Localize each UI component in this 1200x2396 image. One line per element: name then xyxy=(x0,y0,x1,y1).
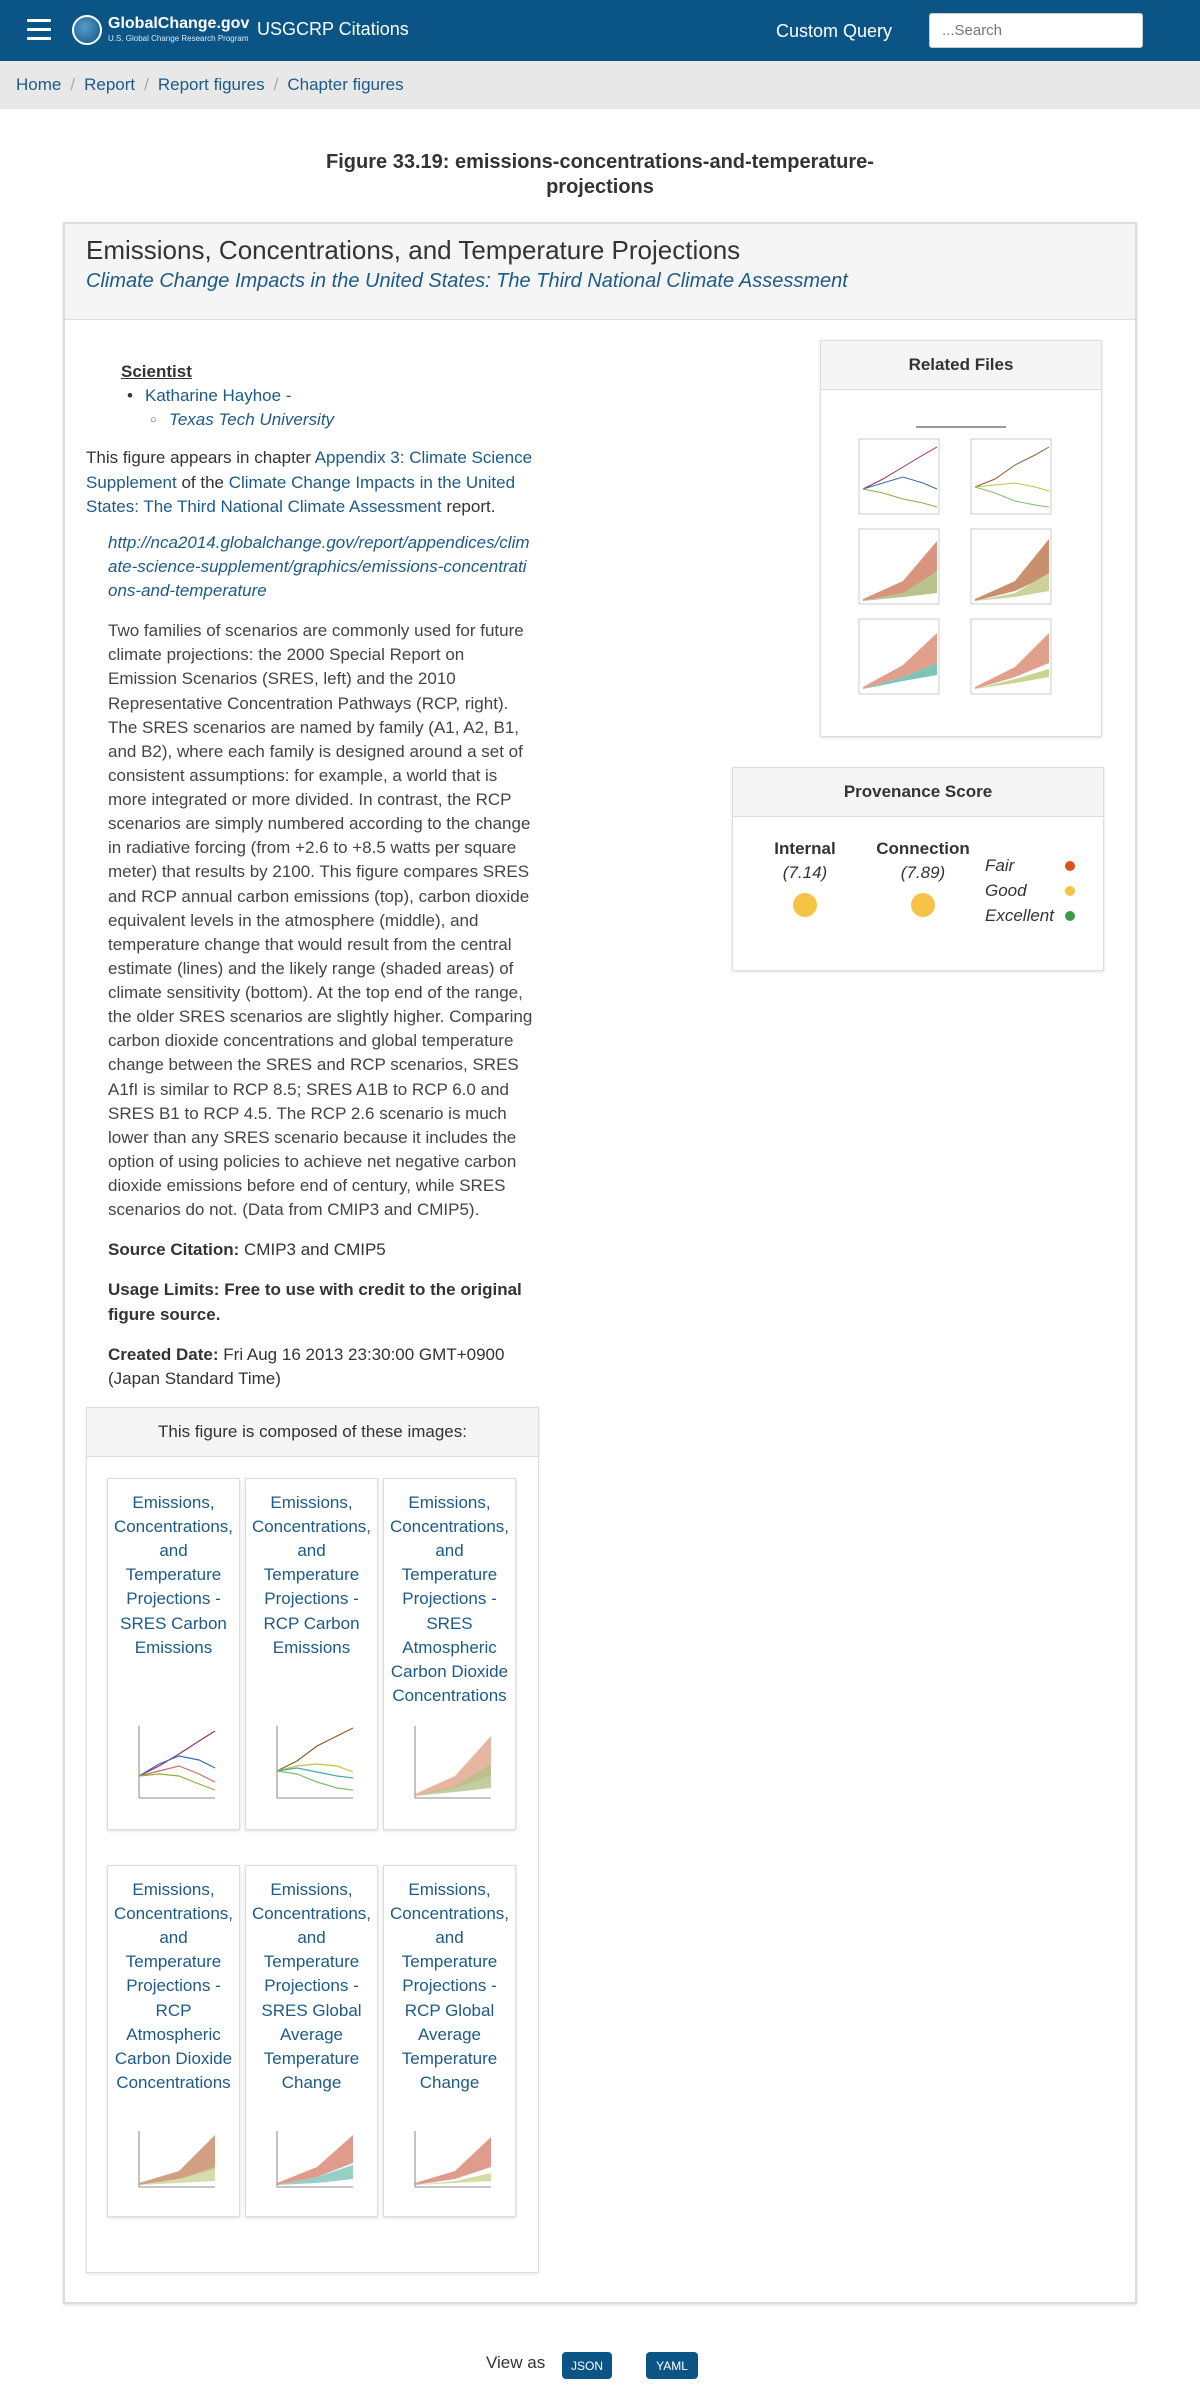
image-card[interactable] xyxy=(383,1865,516,2217)
legend-item xyxy=(985,904,1075,929)
search-input[interactable] xyxy=(929,13,1143,48)
legend-label: Fair xyxy=(985,856,1015,875)
report-subtitle-link[interactable]: Climate Change Impacts in the United States: The Third National Climate Assessment xyxy=(86,269,848,292)
figure-caption: Two families of scenarios are commonly used for future climate projections: the 2000 Special Report on Emission Scenarios (SRES, left) and the 2010 Representative Concentration Pathways (RCP, right). The SRES scenarios are named by family (A1, A2, B1, and B2), where each family is designed around a set of consistent assumptions: for example, a world that is more integrated or more divided. In contrast, the RCP scenarios are simply numbered according to the change in radiative forcing (from +2.6 to +8.5 watts per square meter) that results by 2100. This figure compares SRES and RCP annual carbon emissions (top), carbon dioxide equivalent levels in the atmosphere (middle), and temperature change that would result from the central estimate (lines) and the likely range (shaded areas) of climate sensitivity (bottom). At the top end of the range, the older SRES scenarios are slightly higher. Comparing carbon dioxide concentrations and global temperature change between the SRES and RCP scenarios, SRES A1fI is similar to RCP 8.5; SRES A1B to RCP 6.0 and SRES B1 to RCP 4.5. The RCP 2.6 scenario is much lower than any SRES scenario because it includes the option of using policies to achieve net negative carbon dioxide emissions before end of century, while SRES scenarios do not. (Data from CMIP3 and CMIP5). xyxy=(108,621,533,1220)
chart-thumbnail[interactable] xyxy=(405,1716,495,1811)
breadcrumb-separator: / xyxy=(273,75,279,94)
image-title-link[interactable]: Emissions, Concentrations, and Temperature Projections - SRES Atmospheric Carbon Dioxide Concentrations xyxy=(389,1492,510,1705)
image-title-link[interactable]: Emissions, Concentrations, and Temperature Projections - RCP Carbon Emissions xyxy=(251,1492,372,1657)
chart-thumbnail[interactable] xyxy=(129,1716,219,1811)
legend-dot-icon xyxy=(1065,861,1075,871)
scientist-list xyxy=(121,384,536,408)
internal-label: Internal xyxy=(774,839,836,858)
chart-thumbnail[interactable] xyxy=(129,2123,219,2198)
org-list xyxy=(121,408,536,432)
brand-link[interactable]: USGCRP Citations xyxy=(257,19,409,39)
legend-label: Excellent xyxy=(985,906,1054,925)
report-link[interactable]: Climate Change Impacts in the United States: The Third National Climate Assessment xyxy=(86,472,516,516)
scientist-label: Scientist xyxy=(121,362,192,381)
image-card[interactable] xyxy=(107,1865,240,2217)
custom-query-link[interactable]: Custom Query xyxy=(776,21,893,41)
usage-limits xyxy=(108,1278,536,1326)
scientist-link[interactable]: Katharine Hayhoe - xyxy=(145,386,292,406)
score-dot-icon xyxy=(793,893,817,917)
created-date-value: Fri Aug 16 2013 23:30:00 GMT+0900 (Japan Standard Time) xyxy=(108,1344,505,1388)
chart-thumbnail[interactable] xyxy=(405,2123,495,2198)
usage-limits-value: Free to use with credit to the original figure source. xyxy=(108,1280,522,1324)
image-title-link[interactable]: Emissions, Concentrations, and Temperature Projections - RCP Atmospheric Carbon Dioxide Concentrations xyxy=(113,1879,234,2092)
composed-images-panel xyxy=(86,1407,539,2273)
globe-logo-icon[interactable] xyxy=(72,15,102,45)
breadcrumb-chapter-figures[interactable]: Chapter figures xyxy=(287,75,404,94)
logo-subtitle: U.S. Global Change Research Program xyxy=(108,34,249,43)
figure-details xyxy=(86,360,536,2273)
breadcrumb-separator: / xyxy=(144,75,149,94)
org-link[interactable]: ○ Texas Tech University xyxy=(121,408,536,432)
view-as-label: View as xyxy=(486,2353,546,2372)
image-title-link[interactable]: Emissions, Concentrations, and Temperature Projections - RCP Global Average Temperature Change xyxy=(389,1879,510,2092)
internal-value: (7.14) xyxy=(782,863,828,883)
image-card[interactable] xyxy=(107,1478,240,1830)
chart-thumbnail[interactable] xyxy=(267,1716,357,1811)
chart-thumbnail[interactable] xyxy=(267,2123,357,2198)
connection-value: (7.89) xyxy=(900,863,946,883)
image-card[interactable] xyxy=(245,1865,378,2217)
figure-uri-link[interactable]: http://nca2014.globalchange.gov/report/appendices/climate-science-supplement/graphics/emissions-concentrations-and-temperature xyxy=(108,532,530,600)
usage-limits-label: Usage Limits: xyxy=(108,1280,220,1300)
appears-prefix: This figure appears in chapter xyxy=(86,448,315,468)
related-files-panel xyxy=(820,340,1102,737)
yaml-button[interactable]: YAML xyxy=(646,2352,698,2379)
source-citation xyxy=(108,1238,536,1262)
breadcrumb-separator: / xyxy=(70,75,76,94)
breadcrumb xyxy=(0,61,1200,109)
panel-heading xyxy=(65,224,1135,320)
breadcrumb-report-figures[interactable]: Report figures xyxy=(157,75,265,94)
legend-dot-icon xyxy=(1065,911,1075,921)
related-files-heading: Related Files xyxy=(821,341,1101,390)
page-title: Figure 33.19: emissions-concentrations-and-temperature-projections xyxy=(326,151,874,198)
figure-name: Emissions, Concentrations, and Temperature Projections xyxy=(86,235,741,265)
breadcrumb-home[interactable]: Home xyxy=(16,75,62,94)
legend-dot-icon xyxy=(1065,886,1075,896)
appears-suffix: report. xyxy=(441,496,496,516)
created-date xyxy=(108,1343,536,1391)
image-card[interactable] xyxy=(383,1478,516,1830)
connection-score xyxy=(873,837,973,917)
appears-middle: of the xyxy=(176,472,229,492)
score-legend xyxy=(985,854,1075,929)
image-card[interactable] xyxy=(245,1478,378,1830)
score-dot-icon xyxy=(911,893,935,917)
source-citation-label: Source Citation: xyxy=(108,1240,240,1260)
connection-label: Connection xyxy=(876,839,970,858)
figure-panel xyxy=(63,222,1137,2304)
menu-icon[interactable] xyxy=(27,19,51,41)
list-item xyxy=(121,384,536,408)
provenance-heading: Provenance Score xyxy=(733,768,1103,817)
image-title-link[interactable]: Emissions, Concentrations, and Temperature Projections - SRES Global Average Temperature Change xyxy=(251,1879,372,2092)
source-citation-value: CMIP3 and CMIP5 xyxy=(244,1240,386,1260)
top-navbar xyxy=(0,0,1200,61)
related-file-thumbnail[interactable] xyxy=(841,421,1081,721)
legend-item xyxy=(985,879,1075,904)
created-date-label: Created Date: xyxy=(108,1344,219,1364)
legend-item xyxy=(985,854,1075,879)
legend-label: Good xyxy=(985,881,1027,900)
provenance-panel xyxy=(732,767,1104,971)
breadcrumb-report[interactable]: Report xyxy=(84,75,136,94)
chapter-reference xyxy=(86,446,536,518)
json-button[interactable]: JSON xyxy=(562,2352,612,2379)
logo-title[interactable]: GlobalChange.gov xyxy=(108,15,250,32)
internal-score xyxy=(755,837,855,917)
chapter-link[interactable]: Appendix 3: Climate Science Supplement xyxy=(86,448,533,492)
composed-heading: This figure is composed of these images: xyxy=(87,1408,538,1457)
image-title-link[interactable]: Emissions, Concentrations, and Temperature Projections - SRES Carbon Emissions xyxy=(113,1492,234,1657)
